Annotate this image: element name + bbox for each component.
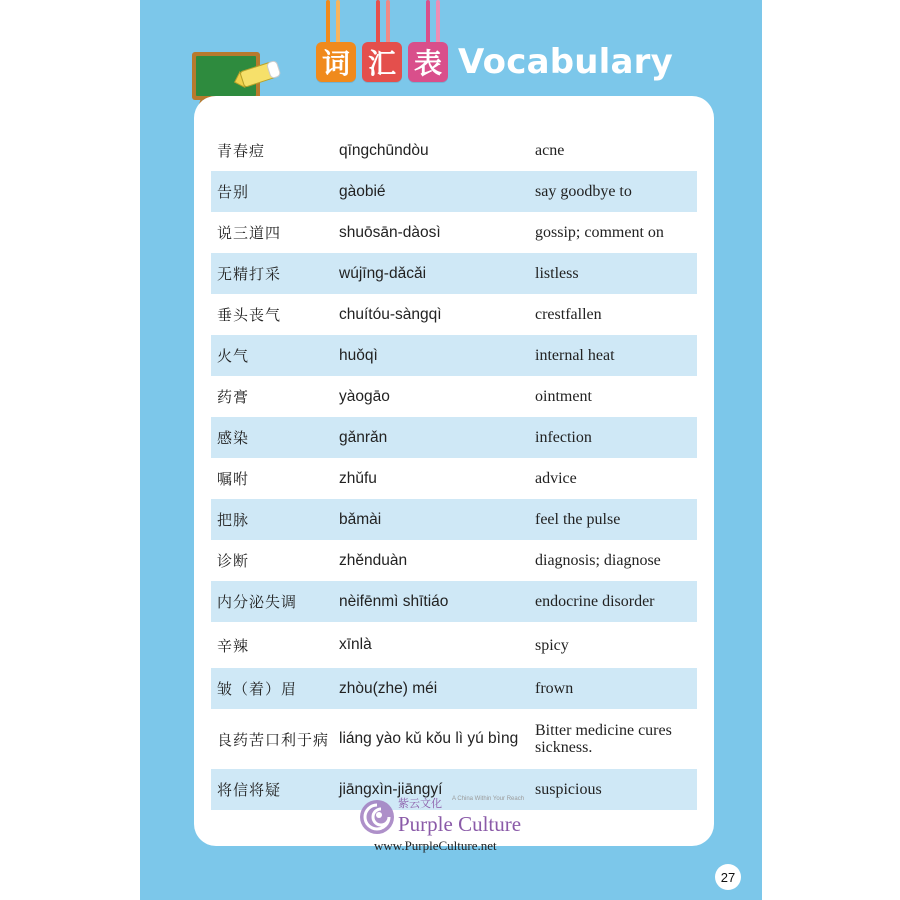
vocab-english: frown — [535, 668, 697, 709]
vocab-pinyin: bǎmài — [339, 499, 535, 540]
vocab-pinyin: gǎnrǎn — [339, 417, 535, 458]
vocab-hanzi: 火气 — [211, 335, 339, 376]
vocab-english: Bitter medicine cures sickness. — [535, 722, 672, 756]
vocab-hanzi: 辛辣 — [217, 636, 250, 655]
vocab-pinyin: zhòu(zhe) méi — [339, 668, 535, 709]
vocab-english: gossip; comment on — [535, 224, 664, 241]
vocab-hanzi: 垂头丧气 — [217, 306, 282, 324]
vocab-english: acne — [535, 142, 565, 159]
vocab-hanzi: 把脉 — [211, 499, 339, 540]
vocab-english: diagnosis; diagnose — [535, 552, 661, 569]
vocab-pinyin: jiāngxìn-jiāngyí — [339, 769, 535, 810]
vocab-hanzi: 药膏 — [217, 388, 250, 406]
title-english: Vocabulary — [458, 42, 673, 82]
vocab-row — [211, 171, 697, 212]
page-title — [316, 40, 673, 84]
page-number: 27 — [715, 864, 741, 890]
vocab-row — [211, 294, 697, 335]
vocab-english: advice — [535, 470, 577, 487]
vocab-row — [211, 212, 697, 253]
title-char-1: 词 — [316, 42, 356, 82]
vocab-hanzi: 说三道四 — [217, 224, 282, 242]
vocab-pinyin: zhěnduàn — [339, 551, 408, 569]
vocab-pinyin: liáng yào kǔ kǒu lì yú bìng — [339, 730, 519, 747]
vocab-pinyin: xīnlà — [339, 636, 372, 653]
vocab-pinyin: zhǔfu — [339, 469, 377, 487]
vocab-pinyin: yàogāo — [339, 387, 390, 405]
vocab-pinyin: shuōsān-dàosì — [339, 223, 441, 241]
vocab-pinyin: gàobié — [339, 171, 535, 212]
vocab-row — [211, 499, 697, 540]
vocab-hanzi: 嘱咐 — [217, 470, 250, 488]
vocab-row — [211, 581, 697, 622]
vocab-english: listless — [535, 253, 697, 294]
vocab-english: ointment — [535, 388, 592, 405]
vocab-row — [211, 540, 697, 581]
vocab-row — [211, 668, 697, 709]
vocab-hanzi: 无精打采 — [211, 253, 339, 294]
vocab-pinyin: chuítóu-sàngqì — [339, 305, 442, 323]
vocab-row — [211, 417, 697, 458]
vocab-hanzi: 诊断 — [217, 552, 250, 570]
vocab-english: suspicious — [535, 769, 697, 810]
purple-culture-logo-icon — [358, 798, 396, 836]
vocab-english: say goodbye to — [535, 171, 697, 212]
vocab-row — [211, 376, 697, 417]
vocab-hanzi: 皱（着）眉 — [211, 668, 339, 709]
vocab-pinyin: wújīng-dǎcǎi — [339, 253, 535, 294]
vocab-row — [211, 622, 697, 668]
purple-culture-watermark — [356, 794, 556, 854]
vocab-pinyin: qīngchūndòu — [339, 141, 429, 159]
vocab-row — [211, 709, 697, 769]
vocab-english: endocrine disorder — [535, 581, 697, 622]
vocab-hanzi: 青春痘 — [217, 142, 266, 160]
vocab-hanzi: 告别 — [211, 171, 339, 212]
vocab-pinyin: nèifēnmì shītiáo — [339, 581, 535, 622]
vocab-row — [211, 253, 697, 294]
watermark-name: Purple Culture — [398, 812, 522, 836]
vocab-english: crestfallen — [535, 306, 602, 323]
vocab-english: internal heat — [535, 335, 697, 376]
vocab-hanzi: 感染 — [211, 417, 339, 458]
vocab-english: spicy — [535, 636, 569, 654]
title-char-3: 表 — [408, 42, 448, 82]
vocab-pinyin: huǒqì — [339, 335, 535, 376]
watermark-tagline: A China Within Your Reach — [452, 796, 525, 802]
watermark-url: www.PurpleCulture.net — [374, 838, 497, 853]
vocab-row — [211, 130, 697, 171]
title-char-2: 汇 — [362, 42, 402, 82]
watermark-chinese: 紫云文化 — [398, 797, 442, 810]
vocab-hanzi: 良药苦口利于病 — [217, 730, 330, 749]
vocab-english: infection — [535, 417, 697, 458]
vocab-english: feel the pulse — [535, 499, 697, 540]
vocab-hanzi: 将信将疑 — [211, 769, 339, 810]
vocabulary-table — [211, 130, 697, 810]
vocabulary-card — [194, 96, 714, 846]
vocab-row — [211, 335, 697, 376]
vocab-row — [211, 458, 697, 499]
vocab-hanzi: 内分泌失调 — [211, 581, 339, 622]
